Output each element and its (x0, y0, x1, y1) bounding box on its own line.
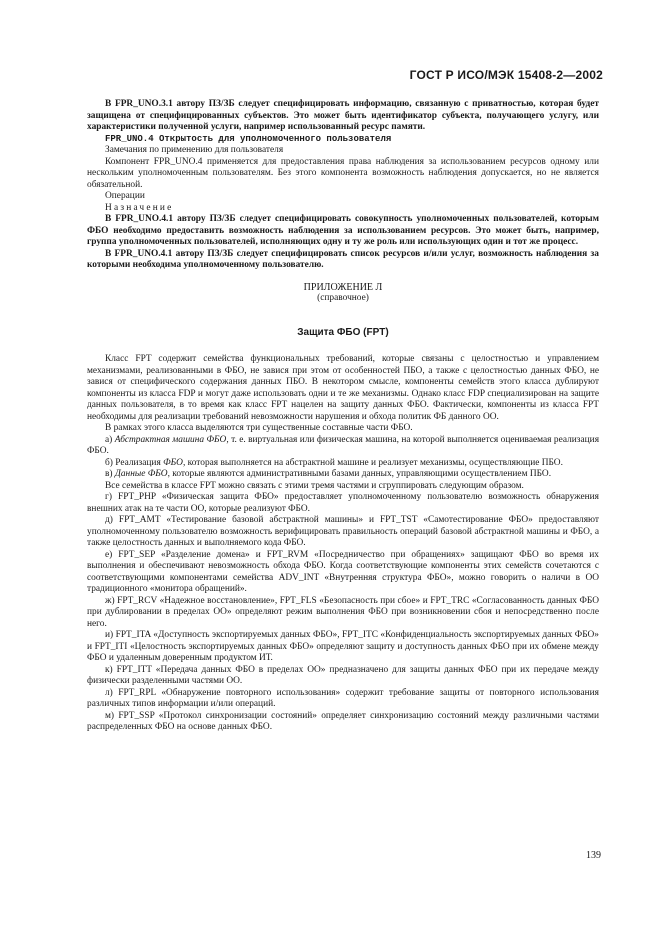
paragraph-uno4-1-users: В FPR_UNO.4.1 автору ПЗ/ЗБ следует специфицировать совокупность уполномоченных пользователей, которым ФБО необходимо предоставить возможность наблюдения за использованием ресурсов. Это может быть, например, группа уполномоченных пользователей, исполняющих одну и ту же роль или использующих один и тот же процесс. (87, 214, 599, 247)
list-item-text: FPT_RCV «Надежное восстановление», FPT_FLS «Безопасность при сбое» и FPT_TRC «Согласованность данных ФБО при дублировании в пределах ОО» определяют режим выполнения ФБО при возникновении сбоя и непосредственно после него. (87, 595, 600, 629)
list-item-i (87, 630, 599, 665)
appendix-subtitle: (справочное) (317, 293, 369, 303)
page-header: ГОСТ Р ИСО/МЭК 15408-2—2002 (409, 68, 603, 82)
list-marker: е) (105, 549, 113, 560)
list-item-text: FPT_SEP «Разделение домена» и FPT_RVM «Посредничество при обращениях» защищают ФБО во время их выполнения и обеспечивают невозможность обхода ФБО. Когда соответствующие компоненты этих семейств сочетаются с соответствующими компонентами семейства ADV_INT «Внутренняя структура ФБО», можно говорить о наличи в ОО традиционного «монитора обращений». (87, 549, 599, 594)
intro-paragraph-3: Все семейства в классе FPT можно связать с этими тремя частями и сгруппировать следующим образом. (105, 480, 524, 491)
list-marker: л) (105, 687, 113, 698)
list-marker: в) (105, 469, 113, 479)
page-number: 139 (586, 850, 601, 861)
list-marker: д) (105, 515, 113, 525)
list-item-text: FPT_ITT «Передача данных ФБО в пределах ОО» предназначено для защиты данных ФБО при их передаче между физически разделенными частями ОО. (87, 664, 600, 686)
list-item-b (87, 458, 599, 470)
list-item-text: FPT_SSP «Протокол синхронизации состояний» определяет синхронизацию состояний между различными частями распределенных ФБО на основе данных ФБО. (87, 710, 600, 732)
list-item-text: FPT_AMT «Тестирование базовой абстрактной машины» и FPT_TST «Самотестирование ФБО» предоставляют уполномоченному пользователю возможность верифицировать правильность операций базовой абстрактной машины и ФБО, а также целостность данных и выполняемого кода ФБО. (87, 515, 599, 548)
list-marker: к) (105, 664, 113, 675)
list-item-e (87, 550, 599, 596)
list-item-c (87, 469, 599, 481)
intro-paragraph-2: В рамках этого класса выделяются три существенные составные части ФБО. (105, 423, 413, 433)
list-marker: и) (105, 630, 114, 640)
list-item-m (87, 711, 599, 734)
list-item-text: , т. е. виртуальная или физическая машина, на которой выполняется оцениваемая реализация ФБО. (87, 434, 600, 456)
component-title-uno4: FPR_UNO.4 Открытость для уполномоченного пользователя (105, 133, 392, 144)
list-item-zh (87, 596, 599, 631)
list-item-text: FPT_RPL «Обнаружение повторного использования» содержит требование защиты от повторного использования различных типов информации и/или операций. (87, 687, 599, 709)
page-content (87, 99, 599, 734)
list-item-g (87, 492, 599, 515)
assignment-label: Назначение (105, 202, 174, 213)
list-item-text: , которая выполняется на абстрактной машине и реализует механизмы, осуществляющие ПБО. (182, 457, 563, 468)
list-marker: ж) (105, 595, 115, 606)
appendix-title: ПРИЛОЖЕНИЕ Л (303, 281, 383, 293)
term-tsf: ФБО (163, 457, 183, 468)
list-marker: м) (105, 710, 115, 721)
paragraph-uno4-1-resources: В FPR_UNO.4.1 автору ПЗ/ЗБ следует специфицировать список ресурсов и/или услуг, возможность наблюдения за которыми необходима уполномоченному пользователю. (87, 248, 599, 270)
list-item-a (87, 435, 599, 458)
list-item-k (87, 665, 599, 688)
list-item-text: , которые являются административными базами данных, управляющими осуществлением ПБО. (167, 469, 552, 479)
paragraph-uno4-description: Компонент FPR_UNO.4 применяется для предоставления права наблюдения за использованием ресурсов одному или нескольким уполномоченным пользователям. Без этого компонента возможность наблюдения допускается, но не является обязательной. (87, 156, 599, 190)
list-item-text: FPT_ITA «Доступность экспортируемых данных ФБО», FPT_ITC «Конфиденциальность экспортируемых данных ФБО» и FPT_ITI «Целостность экспортируемых данных ФБО» определяют защиту и доступность данных ФБО при их обмене между ФБО и удаленным доверенным продуктом ИТ. (87, 630, 599, 663)
list-item-text: Реализация (115, 457, 164, 468)
list-item-d (87, 515, 599, 550)
paragraph-uno3-1: В FPR_UNO.3.1 автору ПЗ/ЗБ следует специфицировать информацию, связанную с приватностью, которая будет защищена от специфицированных субъектов. Это может быть идентификатор субъекта, получающего услугу, или характеристики полученной услуги, например использованный ресурс памяти. (87, 99, 599, 132)
list-marker: а) (105, 434, 113, 445)
intro-paragraph-1: Класс FPT содержит семейства функциональных требований, которые связаны с целостностью и управлением механизмами, реализованными в ФБО, не завися при этом от особенностей ПБО, а также с целостностью данных ФБО, не завися от специфического содержания данных ПБО. В некотором смысле, компоненты семейств этого класса дублируют компоненты из класса FDP и могут даже использовать одни и те же механизмы. Однако класс FDP специализирован на защите данных пользователя, в то время как класс FPT нацелен на защиту данных ФБО. Фактически, компоненты из класса FPT необходимы для реализации требований невозможности нарушения и обхода политик ФБ данного ОО. (87, 354, 599, 422)
operations-label: Операции (105, 191, 145, 201)
list-item-text: FPT_PHP «Физическая защита ФБО» предоставляет уполномоченному пользователю возможность обнаружения внешних атак на те части ОО, которые реализуют ФБО. (87, 492, 599, 514)
term-abstract-machine: Абстрактная машина ФБО (114, 434, 227, 445)
section-title: Защита ФБО (FPT) (297, 326, 389, 338)
list-item-l (87, 688, 599, 711)
list-marker: г) (105, 492, 112, 502)
notes-label: Замечания по применению для пользователя (105, 145, 284, 155)
term-tsf-data: Данные ФБО (114, 469, 168, 479)
list-marker: б) (105, 457, 113, 468)
